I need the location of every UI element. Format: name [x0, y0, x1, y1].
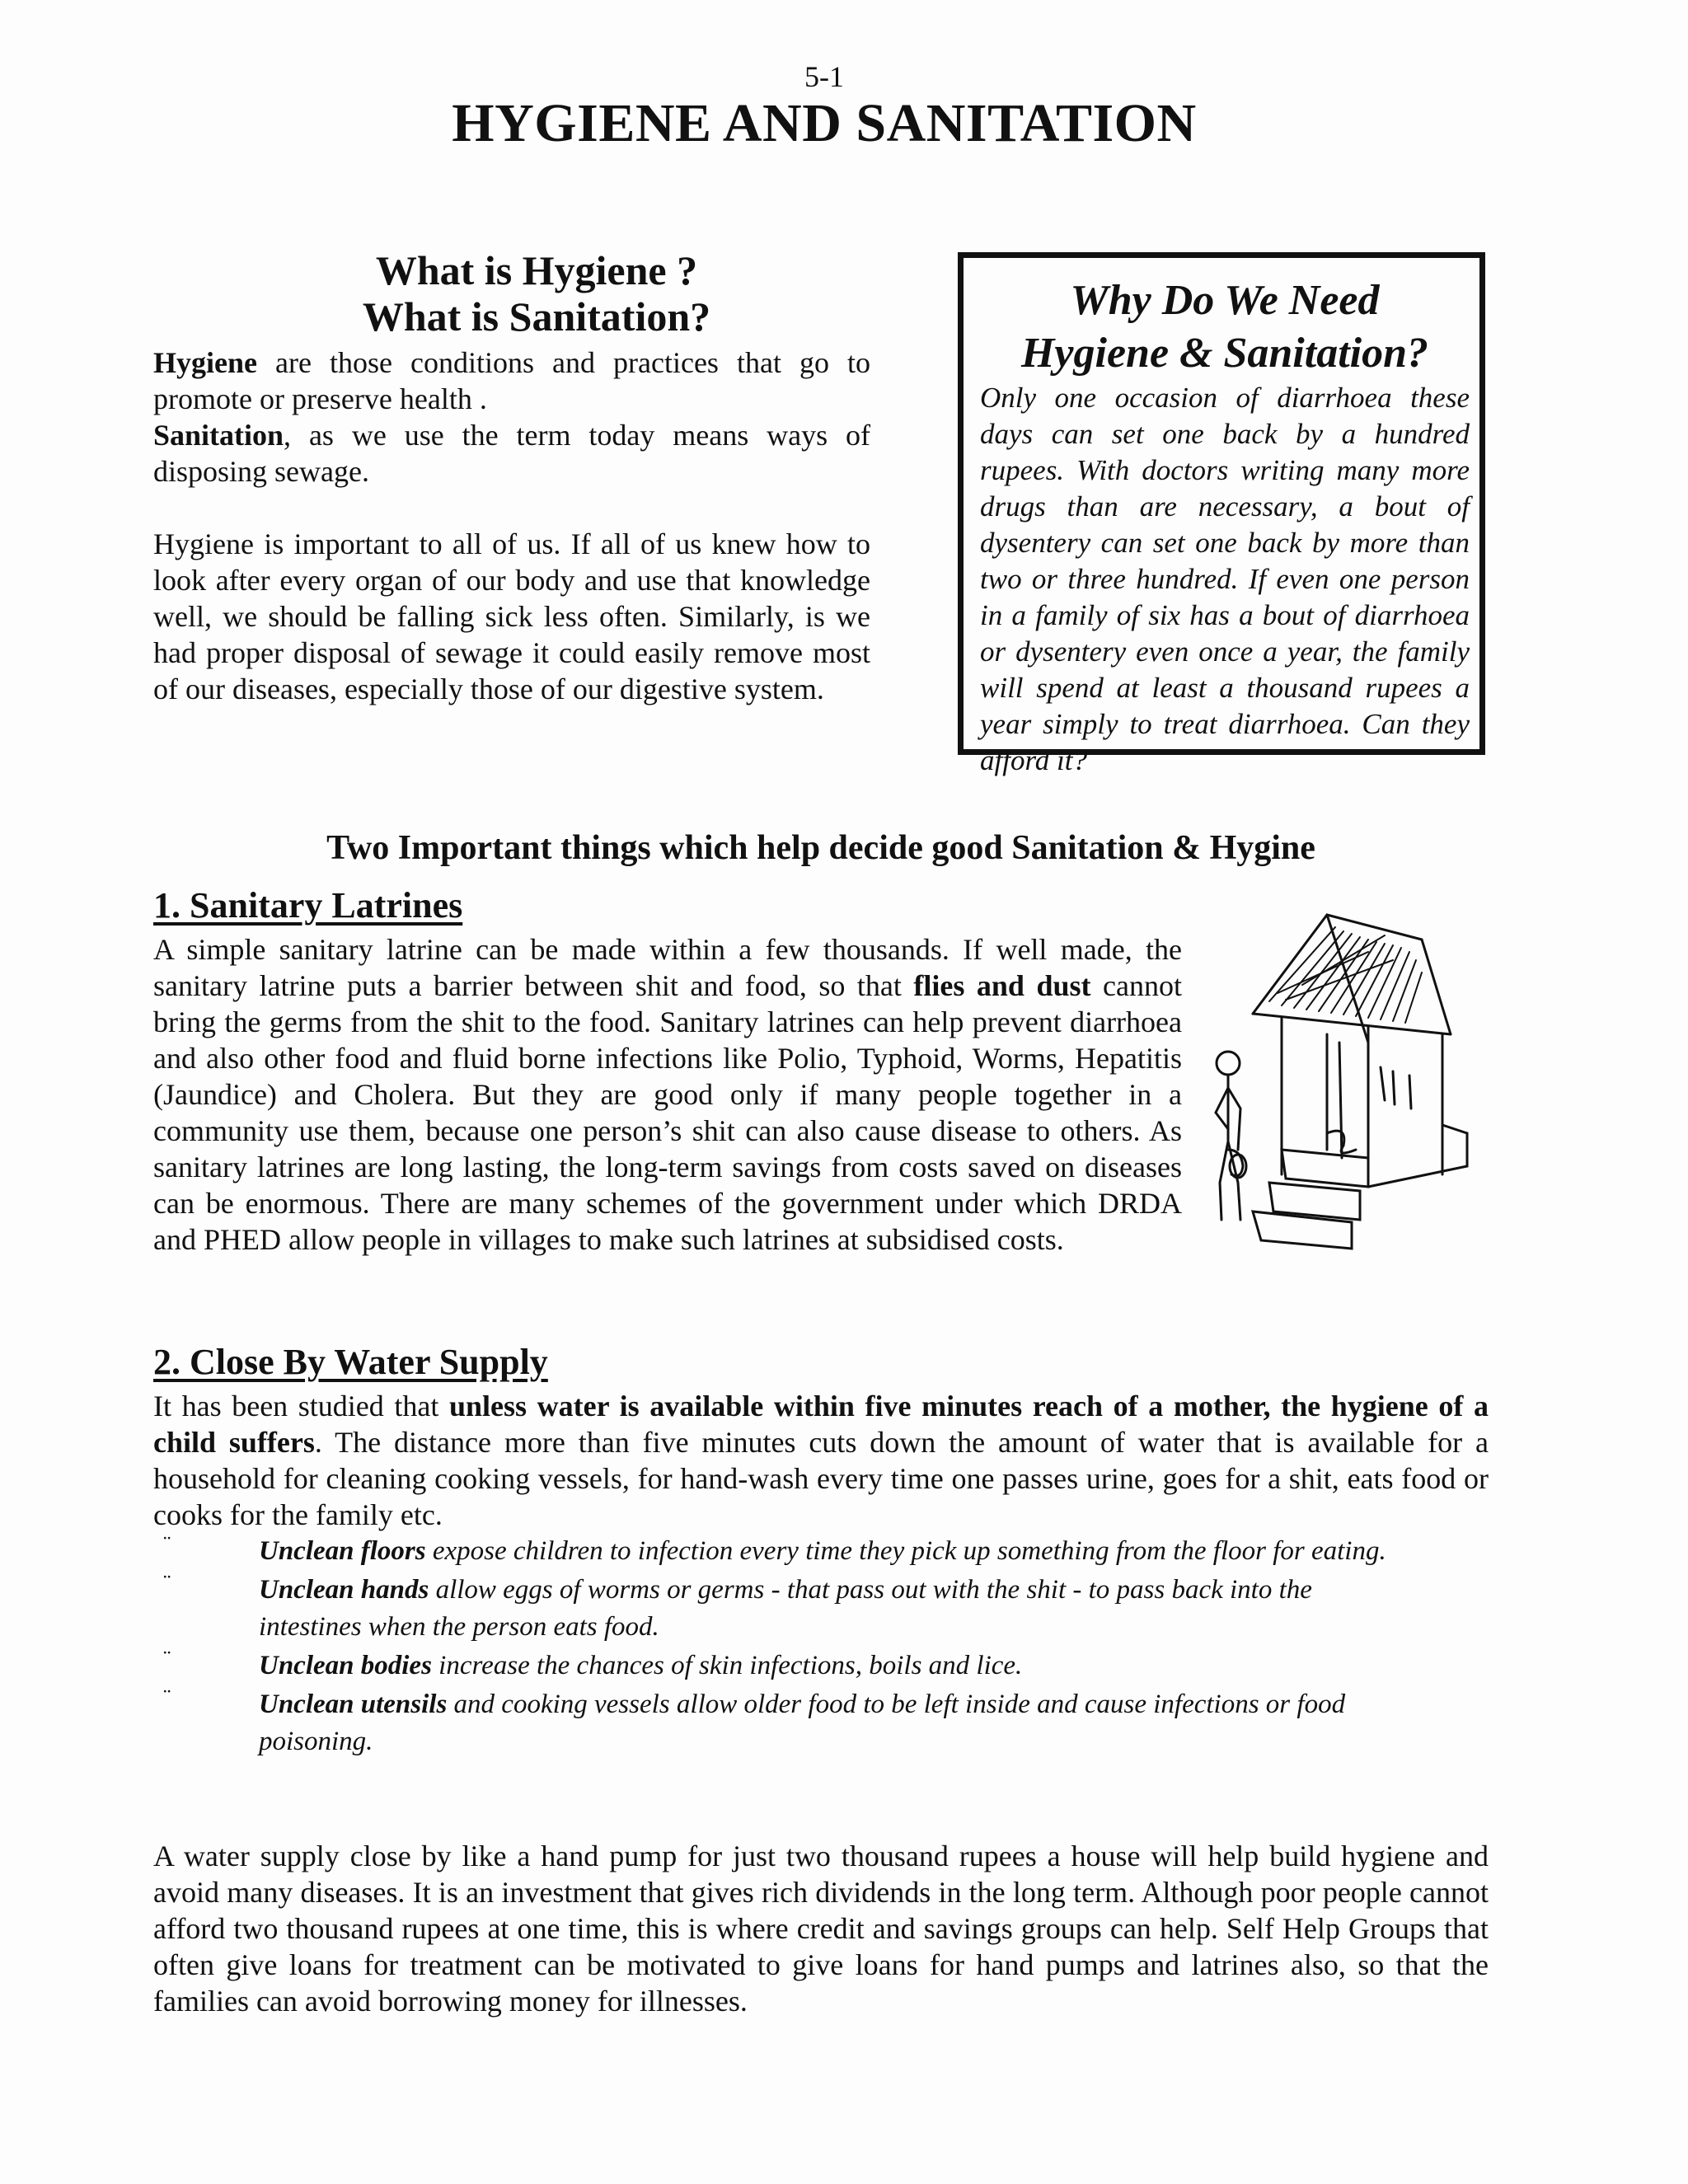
bullet-marker: ¨: [163, 1685, 171, 1711]
bullet-marker: ¨: [163, 1647, 171, 1672]
intro-paragraph: Hygiene is important to all of us. If all of us knew how to look after every organ of our body and use that knowledge well, we should be falling sick less often. Similarly, is we had proper disposal of sewage it could easily remove most of our diseases, especially those of our digestive system.: [153, 527, 870, 705]
hygiene-definition: [153, 344, 870, 417]
why-text: Only one occasion of diarrhoea these days can set one back by a hundred rupees. With doctors writing many more drugs than are necessary, a bout of dysentery can set one back by more than two or three hundred. If even one person in a family of six has a bout of diarrhoea or dysentery even once a year, the family will spend at least a thousand rupees a year simply to treat diarrhoea. Can they afford it?: [980, 382, 1470, 776]
bullet-marker: ¨: [163, 1532, 171, 1558]
intro-heading: [153, 247, 870, 340]
intro-heading-line2: What is Sanitation?: [362, 293, 711, 340]
why-heading-line1: Why Do We Need: [1070, 277, 1380, 324]
page-number: 5-1: [804, 60, 844, 93]
latrines-text-1: A simple sanitary latrine can be made within a few thousands. If well made, the sanitary latrine puts a barrier between shit and food, so that: [153, 933, 1182, 1002]
bullet-marker: ¨: [163, 1571, 171, 1596]
list-item: [153, 1686, 1396, 1760]
bullet-term: Unclean hands: [259, 1575, 429, 1605]
water-text-1: It has been studied that: [153, 1390, 450, 1422]
water-paragraph: [153, 1388, 1489, 1533]
bullet-text: allow eggs of worms or germs - that pass out with the shit - to pass back into the intestines when the person eats food.: [259, 1575, 1312, 1642]
list-item: [153, 1572, 1396, 1646]
latrines-text-2: cannot bring the germs from the shit to the food. Sanitary latrines can help prevent diarrhoea and also other food and fluid borne infections like Polio, Typhoid, Worms, Hepatitis (Jaundice) and Cholera. But they are good only if many people together in a community use them, because one person’s shit can also cause disease to others. As sanitary latrines are long lasting, the long-term savings from costs saved on diseases can be enormous. There are many schemes of the government under which DRDA and PHED allow people in villages to make such latrines at subsidised costs.: [153, 969, 1182, 1256]
list-item: [153, 1647, 1396, 1685]
bullet-text: expose children to infection every time they pick up something from the floor for eating.: [425, 1536, 1386, 1566]
bullet-text: and cooking vessels allow older food to be left inside and cause infections or food poisoning.: [259, 1690, 1346, 1756]
bullet-term: Unclean floors: [259, 1536, 426, 1566]
sanitation-term: Sanitation: [153, 419, 284, 452]
water-heading: 2. Close By Water Supply: [153, 1342, 548, 1382]
list-item: [153, 1533, 1396, 1570]
page-title: HYGIENE AND SANITATION: [452, 93, 1197, 153]
water-bold: unless water is available within five minutes reach of a mother, the hygiene of a child suffers: [153, 1390, 1489, 1459]
intro-heading-line1: What is Hygiene ?: [375, 247, 698, 293]
bullet-text: increase the chances of skin infections, boils and lice.: [431, 1651, 1023, 1680]
why-heading-line2: Hygiene & Sanitation?: [1020, 330, 1429, 377]
intro-section: [153, 247, 870, 707]
hygiene-term: Hygiene: [153, 346, 257, 379]
latrines-heading: 1. Sanitary Latrines: [153, 885, 463, 926]
bullet-term: Unclean bodies: [259, 1651, 432, 1680]
why-box: [958, 252, 1485, 776]
two-things-heading: Two Important things which help decide good Sanitation & Hygine: [326, 829, 1315, 867]
latrine-illustration: [1203, 902, 1475, 1257]
closing-paragraph: A water supply close by like a hand pump for just two thousand rupees a house will help build hygiene and avoid many diseases. It is an investment that gives rich dividends in the long term. Although poor people cannot afford two thousand rupees at one time, this is where credit and savings groups can help. Self Help Groups that often give loans for treatment can be motivated to give loans for hand pumps and latrines also, so that the families can avoid borrowing money for illnesses.: [153, 1840, 1489, 2018]
sanitation-definition: [153, 417, 870, 490]
hygiene-def-text: are those conditions and practices that go to promote or preserve health .: [153, 346, 870, 415]
sanitation-def-text: , as we use the term today means ways of disposing sewage.: [153, 419, 870, 488]
why-heading: [980, 274, 1470, 380]
bullet-term: Unclean utensils: [259, 1690, 448, 1719]
latrines-paragraph: [153, 931, 1182, 1258]
latrines-bold: flies and dust: [913, 969, 1091, 1002]
water-text-2: . The distance more than five minutes cuts down the amount of water that is available for a household for cleaning cooking vessels, for hand-wash every time one passes urine, goes for a shit, eats food or cooks for the family etc.: [153, 1426, 1489, 1531]
unclean-list: [153, 1533, 1489, 1762]
